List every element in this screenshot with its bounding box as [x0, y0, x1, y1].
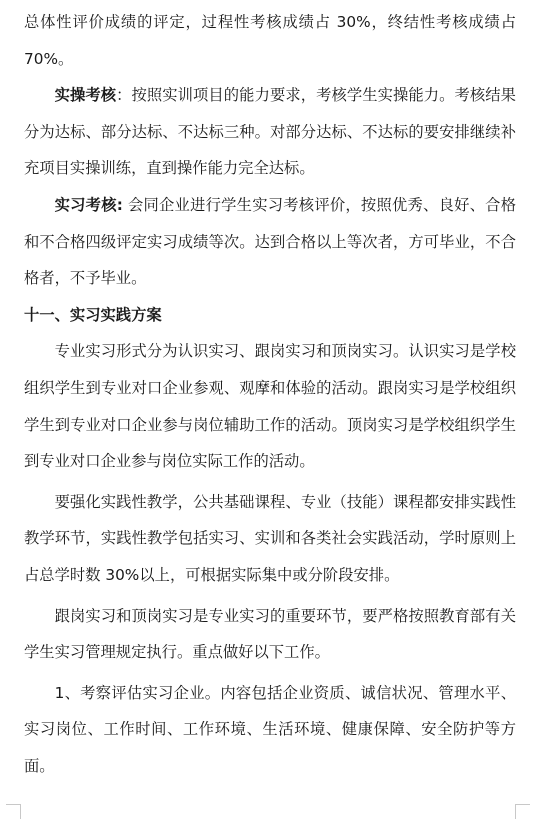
paragraph-practical-assessment [24, 77, 516, 187]
paragraph-lead: 实习考核: [54, 195, 123, 214]
section-heading: 十一、实习实践方案 [24, 305, 162, 324]
paragraph-practical-teaching [24, 484, 516, 594]
page-corner-mark-right [515, 804, 530, 819]
paragraph-text: 跟岗实习和顶岗实习是专业实习的重要环节，要严格按照教育部有关学生实习管理规定执行。重点做好以下工作。 [24, 606, 516, 662]
paragraph-text: 会同企业进行学生实习考核评价，按照优秀、良好、合格和不合格四级评定实习成绩等次。达到合格以上等次者，方可毕业，不合格者，不予毕业。 [24, 195, 516, 288]
paragraph-text: ：按照实训项目的能力要求，考核学生实操能力。考核结果分为达标、部分达标、不达标三种。对部分达标、不达标的要安排继续补充项目实操训练，直到操作能力完全达标。 [24, 86, 516, 178]
paragraph-key-work [24, 598, 516, 671]
paragraph-text: 总体性评价成绩的评定，过程性考核成绩占 30%，终结性考核成绩占 70%。 [24, 13, 516, 68]
paragraph-item-1 [24, 675, 516, 785]
paragraph-lead: 实操考核 [54, 86, 117, 105]
paragraph-text: 专业实习形式分为认识实习、跟岗实习和顶岗实习。认识实习是学校组织学生到专业对口企业参观、观摩和体验的活动。跟岗实习是学校组织学生到专业对口企业参与岗位辅助工作的活动。顶岗实习是学校组织学生到专业对口企业参与岗位实际工作的活动。 [24, 342, 516, 471]
paragraph-text: 要强化实践性教学，公共基础课程、专业（技能）课程都安排实践性教学环节，实践性教学包括实习、实训和各类社会实践活动，学时原则上占总学时数 30%以上，可根据实际集中或分阶段安排。 [24, 492, 516, 584]
document-body [24, 4, 516, 784]
paragraph-internship-assessment [24, 187, 516, 297]
paragraph-text: 1、考察评估实习企业。内容包括企业资质、诚信状况、管理水平、实习岗位、工作时间、工作环境、生活环境、健康保障、安全防护等方面。 [24, 683, 516, 775]
paragraph-internship-forms [24, 333, 516, 479]
paragraph-assessment-weights [24, 4, 516, 77]
page-corner-mark-left [6, 804, 21, 819]
